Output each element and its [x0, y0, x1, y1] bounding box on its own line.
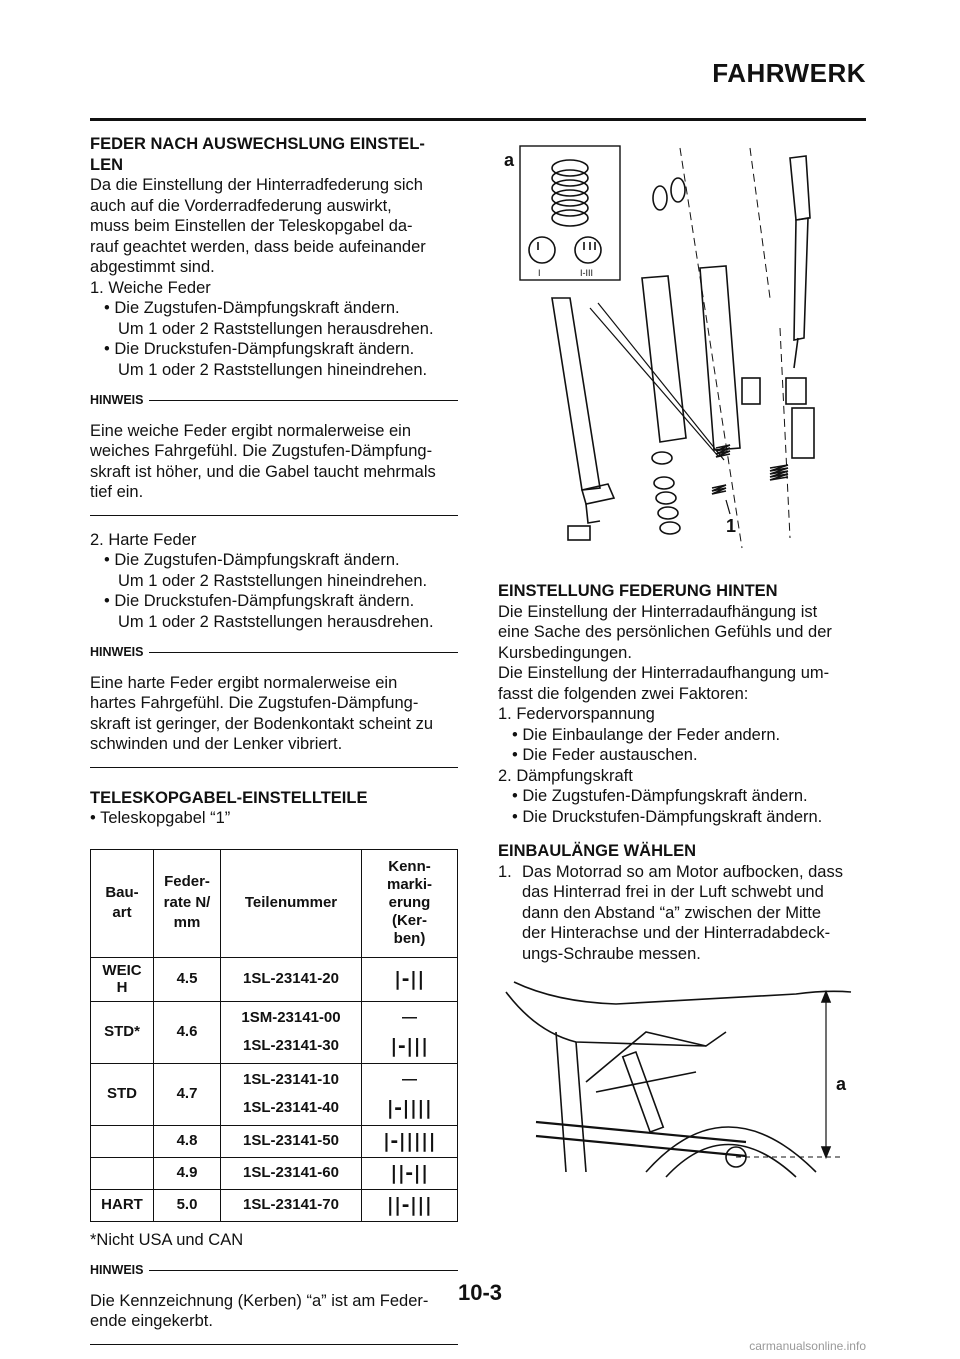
list-item-weiche-feder: 1. Weiche Feder	[90, 278, 211, 297]
list-bullet-cont: Um 1 oder 2 Raststellungen herausdrehen.	[118, 612, 434, 631]
watermark: carmanualsonline.info	[749, 1339, 866, 1353]
table-cell	[91, 1125, 154, 1157]
table-cell	[221, 1001, 362, 1063]
text-line: ende eingekerbt.	[90, 1312, 213, 1330]
sec1-body	[90, 175, 458, 278]
text-line: abgestimmt sind.	[90, 258, 215, 276]
list-item-step-1	[498, 862, 866, 965]
mark-value: |-|||	[390, 1035, 429, 1057]
mark-value: —	[402, 1071, 417, 1088]
table-cell: 4.9	[154, 1157, 221, 1189]
figure-label-iiii: I-III	[580, 268, 593, 278]
figure-label-1: 1	[726, 516, 737, 536]
damper-rod-icon	[742, 156, 814, 458]
text-line: eine Sache des persönlichen Gefühls und der	[498, 623, 832, 641]
part-number: 1SL-23141-40	[243, 1099, 339, 1116]
list-item: 2. Dämpfungskraft	[498, 766, 633, 785]
table-row	[91, 1157, 458, 1189]
table-row	[91, 957, 458, 1001]
table-cell: ||-|||	[362, 1189, 458, 1221]
list-item: 1. Federvorspannung	[498, 705, 655, 723]
footnote: *Nicht USA und CAN	[90, 1230, 244, 1249]
list-bullet-cont: Um 1 oder 2 Raststellungen hineindrehen.	[118, 360, 428, 379]
table-cell: 1SL-23141-70	[221, 1189, 362, 1221]
note-end-rule	[90, 767, 458, 768]
table-cell: |-|||||	[362, 1125, 458, 1157]
list-bullet-cont: Um 1 oder 2 Raststellungen herausdrehen.	[118, 319, 434, 338]
list-bullet: • Teleskopgabel “1”	[90, 809, 231, 827]
list-item-harte-feder: 2. Harte Feder	[90, 530, 197, 549]
note-heading	[90, 390, 458, 411]
section-title-feder: FEDER NACH AUSWECHSLUNG EINSTEL- LEN	[90, 135, 425, 174]
section-title-einbaulaenge: EINBAULÄNGE WÄHLEN	[498, 842, 696, 860]
table-cell	[221, 1063, 362, 1125]
figure-label-a: a	[504, 150, 515, 170]
text-line: der Hinterachse und der Hinterradabdeck-	[522, 924, 831, 942]
outer-tube-icon	[552, 298, 614, 540]
table-row	[91, 1063, 458, 1125]
text-line: Eine weiche Feder ergibt normalerweise ein	[90, 421, 411, 440]
fork-exploded-figure	[490, 138, 866, 578]
seal-rings-icon	[652, 178, 685, 534]
table-cell: ||-||	[362, 1157, 458, 1189]
list-bullet: • Die Zugstufen-Dämpfungskraft ändern.	[104, 299, 400, 317]
table-cell	[91, 1157, 154, 1189]
table-cell: 1SL-23141-50	[221, 1125, 362, 1157]
note-end-rule	[90, 1344, 458, 1345]
table-cell: 5.0	[154, 1189, 221, 1221]
table-row	[91, 1189, 458, 1221]
list-bullet: • Die Druckstufen-Dämpfungskraft ändern.	[104, 340, 415, 358]
table-header-cell: Bau- art	[91, 849, 154, 957]
part-number: 1SL-23141-30	[243, 1037, 339, 1054]
list-bullet: • Die Zugstufen-Dämpfungskraft ändern.	[512, 787, 808, 805]
measurement-label-a: a	[836, 1074, 847, 1094]
text-line: tief ein.	[90, 483, 144, 501]
text-line: Da die Einstellung der Hinterradfederung sich	[90, 176, 423, 194]
list-bullet: • Die Feder austauschen.	[512, 746, 698, 764]
text-line: skraft ist geringer, der Bodenkontakt scheint zu	[90, 714, 434, 733]
table-cell: HART	[91, 1189, 154, 1221]
text-line: Eine harte Feder ergibt normalerweise ein	[90, 673, 398, 692]
spring-table	[90, 849, 458, 1222]
fender-outline	[514, 982, 851, 1004]
mark-value: |-||||	[386, 1097, 433, 1119]
text-line: skraft ist höher, und die Gabel taucht mehrmals	[90, 462, 436, 481]
text-line: Das Motorrad so am Motor aufbocken, dass	[522, 862, 843, 881]
page-number: 10-3	[457, 1280, 503, 1305]
list-bullet-cont: Um 1 oder 2 Raststellungen hineindrehen.	[118, 571, 428, 590]
table-header-cell: Kenn- marki- erung (Ker- ben)	[362, 849, 458, 957]
text-line: fasst die folgenden zwei Faktoren:	[498, 684, 749, 703]
text-line: muss beim Einstellen der Teleskopgabel da-	[90, 217, 413, 235]
text-line: schwinden und der Lenker vibriert.	[90, 735, 343, 753]
spring-coil-icon	[552, 160, 588, 226]
table-cell: 1SL-23141-60	[221, 1157, 362, 1189]
spring-inset-box	[520, 146, 620, 280]
list-bullet: • Die Einbaulange der Feder andern.	[512, 725, 781, 744]
text-line: ungs-Schraube messen.	[522, 944, 701, 963]
text-line: dann den Abstand “a” zwischen der Mitte	[522, 903, 822, 922]
list-bullet: • Die Druckstufen-Dämpfungskraft ändern.	[104, 592, 415, 610]
text-line: Die Kennzeichnung (Kerben) “a” ist am Feder-	[90, 1291, 429, 1310]
table-header-row	[91, 849, 458, 957]
text-line: hartes Fahrgefühl. Die Zugstufen-Dämpfung-	[90, 694, 419, 712]
text-line: rauf geachtet werden, dass beide aufeinander	[90, 237, 426, 256]
table-cell: STD	[91, 1063, 154, 1125]
section-title-hinten: EINSTELLUNG FEDERUNG HINTEN	[498, 582, 778, 600]
table-cell: 4.5	[154, 957, 221, 1001]
text-line: Die Einstellung der Hinterradaufhangung um-	[498, 664, 830, 682]
table-cell	[362, 1001, 458, 1063]
header-rule	[90, 118, 866, 121]
note-2	[90, 673, 458, 755]
left-column	[90, 134, 458, 1359]
text-line: auch auf die Vorderradfederung auswirkt,	[90, 196, 392, 215]
table-cell	[362, 1063, 458, 1125]
note-label: HINWEIS	[90, 645, 144, 659]
rear-measurement-figure	[496, 972, 866, 1184]
text-line: Kursbedingungen.	[498, 643, 632, 662]
table-row	[91, 1001, 458, 1063]
text-line: das Hinterrad frei in der Luft schwebt und	[522, 883, 824, 901]
note-label: HINWEIS	[90, 393, 144, 407]
table-cell: WEIC H	[91, 957, 154, 1001]
table-header-cell: Teilenummer	[221, 849, 362, 957]
page-header-title: FAHRWERK	[712, 58, 866, 88]
table-header-cell: Feder- rate N/ mm	[154, 849, 221, 957]
table-row	[91, 1125, 458, 1157]
note-1	[90, 421, 458, 503]
step-number: 1.	[498, 862, 512, 881]
list-bullet: • Die Druckstufen-Dämpfungskraft ändern.	[512, 807, 823, 826]
table-cell: 4.6	[154, 1001, 221, 1063]
mark-value: —	[402, 1009, 417, 1026]
list-bullet: • Die Zugstufen-Dämpfungskraft ändern.	[104, 551, 400, 569]
section-title-teleskopgabel: TELESKOPGABEL-EINSTELLTEILE	[90, 788, 368, 807]
table-cell: 4.8	[154, 1125, 221, 1157]
right-column	[498, 581, 866, 964]
step-text	[522, 862, 843, 965]
part-number: 1SM-23141-00	[241, 1009, 341, 1026]
table-cell: 4.7	[154, 1063, 221, 1125]
notch-circle-1	[529, 237, 555, 263]
note-label: HINWEIS	[90, 1263, 144, 1277]
small-spring-icon	[712, 445, 788, 494]
note-heading	[90, 1260, 458, 1281]
figure-label-i: I	[538, 268, 541, 278]
note-end-rule	[90, 515, 458, 516]
table-cell: 1SL-23141-20	[221, 957, 362, 1001]
text-line: Die Einstellung der Hinterradaufhängung ist	[498, 602, 818, 621]
notch-circle-2	[575, 237, 601, 263]
part-number: 1SL-23141-10	[243, 1071, 339, 1088]
table-cell: |-||	[362, 957, 458, 1001]
inner-tube-icon	[642, 266, 740, 450]
text-line: weiches Fahrgefühl. Die Zugstufen-Dämpfung-	[90, 442, 433, 460]
table-cell: STD*	[91, 1001, 154, 1063]
note-heading	[90, 642, 458, 663]
